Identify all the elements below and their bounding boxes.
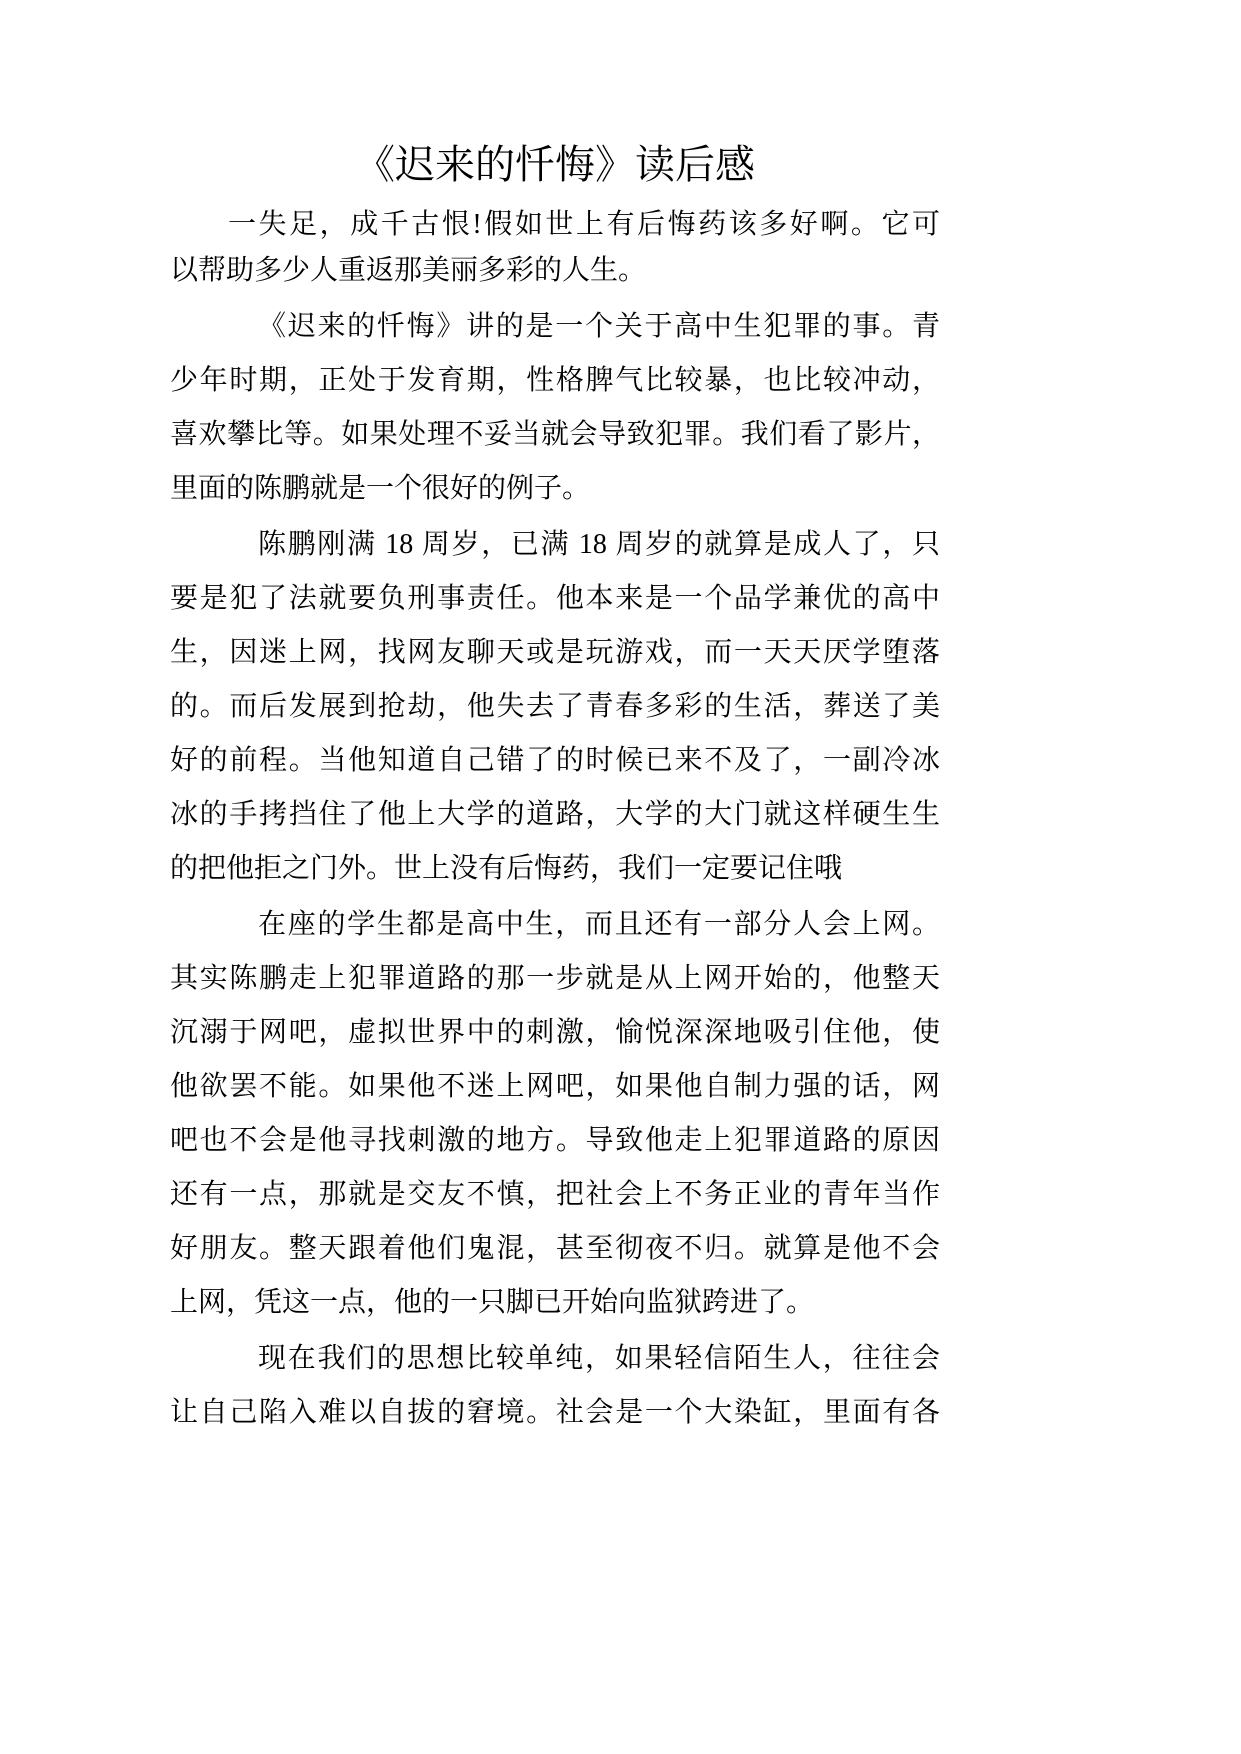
paragraph-line: 要是犯了法就要负刑事责任。他本来是一个品学兼优的高中 [170,583,940,614]
paragraph-line: 让自己陷入难以自拔的窘境。社会是一个大染缸，里面有各 [170,1397,940,1428]
paragraph-line: 在座的学生都是高中生，而且还有一部分人会上网。 [258,909,940,940]
paragraph-line: 他欲罢不能。如果他不迷上网吧，如果他自制力强的话，网 [170,1071,940,1102]
paragraph-2 [170,300,940,516]
paragraph-line: 喜欢攀比等。如果处理不妥当就会导致犯罪。我们看了影片， [170,419,940,450]
paragraph-line: 以帮助多少人重返那美丽多彩的人生。 [170,255,647,286]
paragraph-line: 生，因迷上网，找网友聊天或是玩游戏，而一天天厌学堕落 [170,637,940,668]
paragraph-line: 沉溺于网吧，虚拟世界中的刺激，愉悦深深地吸引住他，使 [170,1017,940,1048]
paragraph-line: 好朋友。整天跟着他们鬼混，甚至彻夜不归。就算是他不会 [170,1233,940,1264]
paragraph-line: 陈鹏刚满 18 周岁，已满 18 周岁的就算是成人了，只 [258,529,940,560]
paragraph-line: 好的前程。当他知道自己错了的时候已来不及了，一副冷冰 [170,745,940,776]
paragraph-line: 《迟来的忏悔》讲的是一个关于高中生犯罪的事。青 [258,311,940,342]
paragraph-line: 里面的陈鹏就是一个很好的例子。 [170,473,591,504]
document-body [170,202,940,1440]
paragraph-line: 少年时期，正处于发育期，性格脾气比较暴，也比较冲动， [170,365,940,396]
paragraph-line: 现在我们的思想比较单纯，如果轻信陌生人，往往会 [258,1343,940,1374]
paragraph-1 [170,202,940,294]
document-title: 《迟来的忏悔》读后感 [355,142,755,187]
paragraph-line: 上网，凭这一点，他的一只脚已开始向监狱跨进了。 [170,1287,815,1318]
paragraph-line: 吧也不会是他寻找刺激的地方。导致他走上犯罪道路的原因 [170,1125,940,1156]
paragraph-line: 冰的手拷挡住了他上大学的道路，大学的大门就这样硬生生 [170,799,940,830]
paragraph-3 [170,518,940,896]
paragraph-line: 的。而后发展到抢劫，他失去了青春多彩的生活，葬送了美 [170,691,940,722]
paragraph-5 [170,1332,940,1440]
paragraph-line: 还有一点，那就是交友不慎，把社会上不务正业的青年当作 [170,1179,940,1210]
paragraph-4 [170,898,940,1330]
paragraph-line: 一失足，成千古恨!假如世上有后悔药该多好啊。它可 [228,209,940,240]
paragraph-line: 其实陈鹏走上犯罪道路的那一步就是从上网开始的，他整天 [170,963,940,994]
paragraph-line: 的把他拒之门外。世上没有后悔药，我们一定要记住哦 [170,853,843,884]
